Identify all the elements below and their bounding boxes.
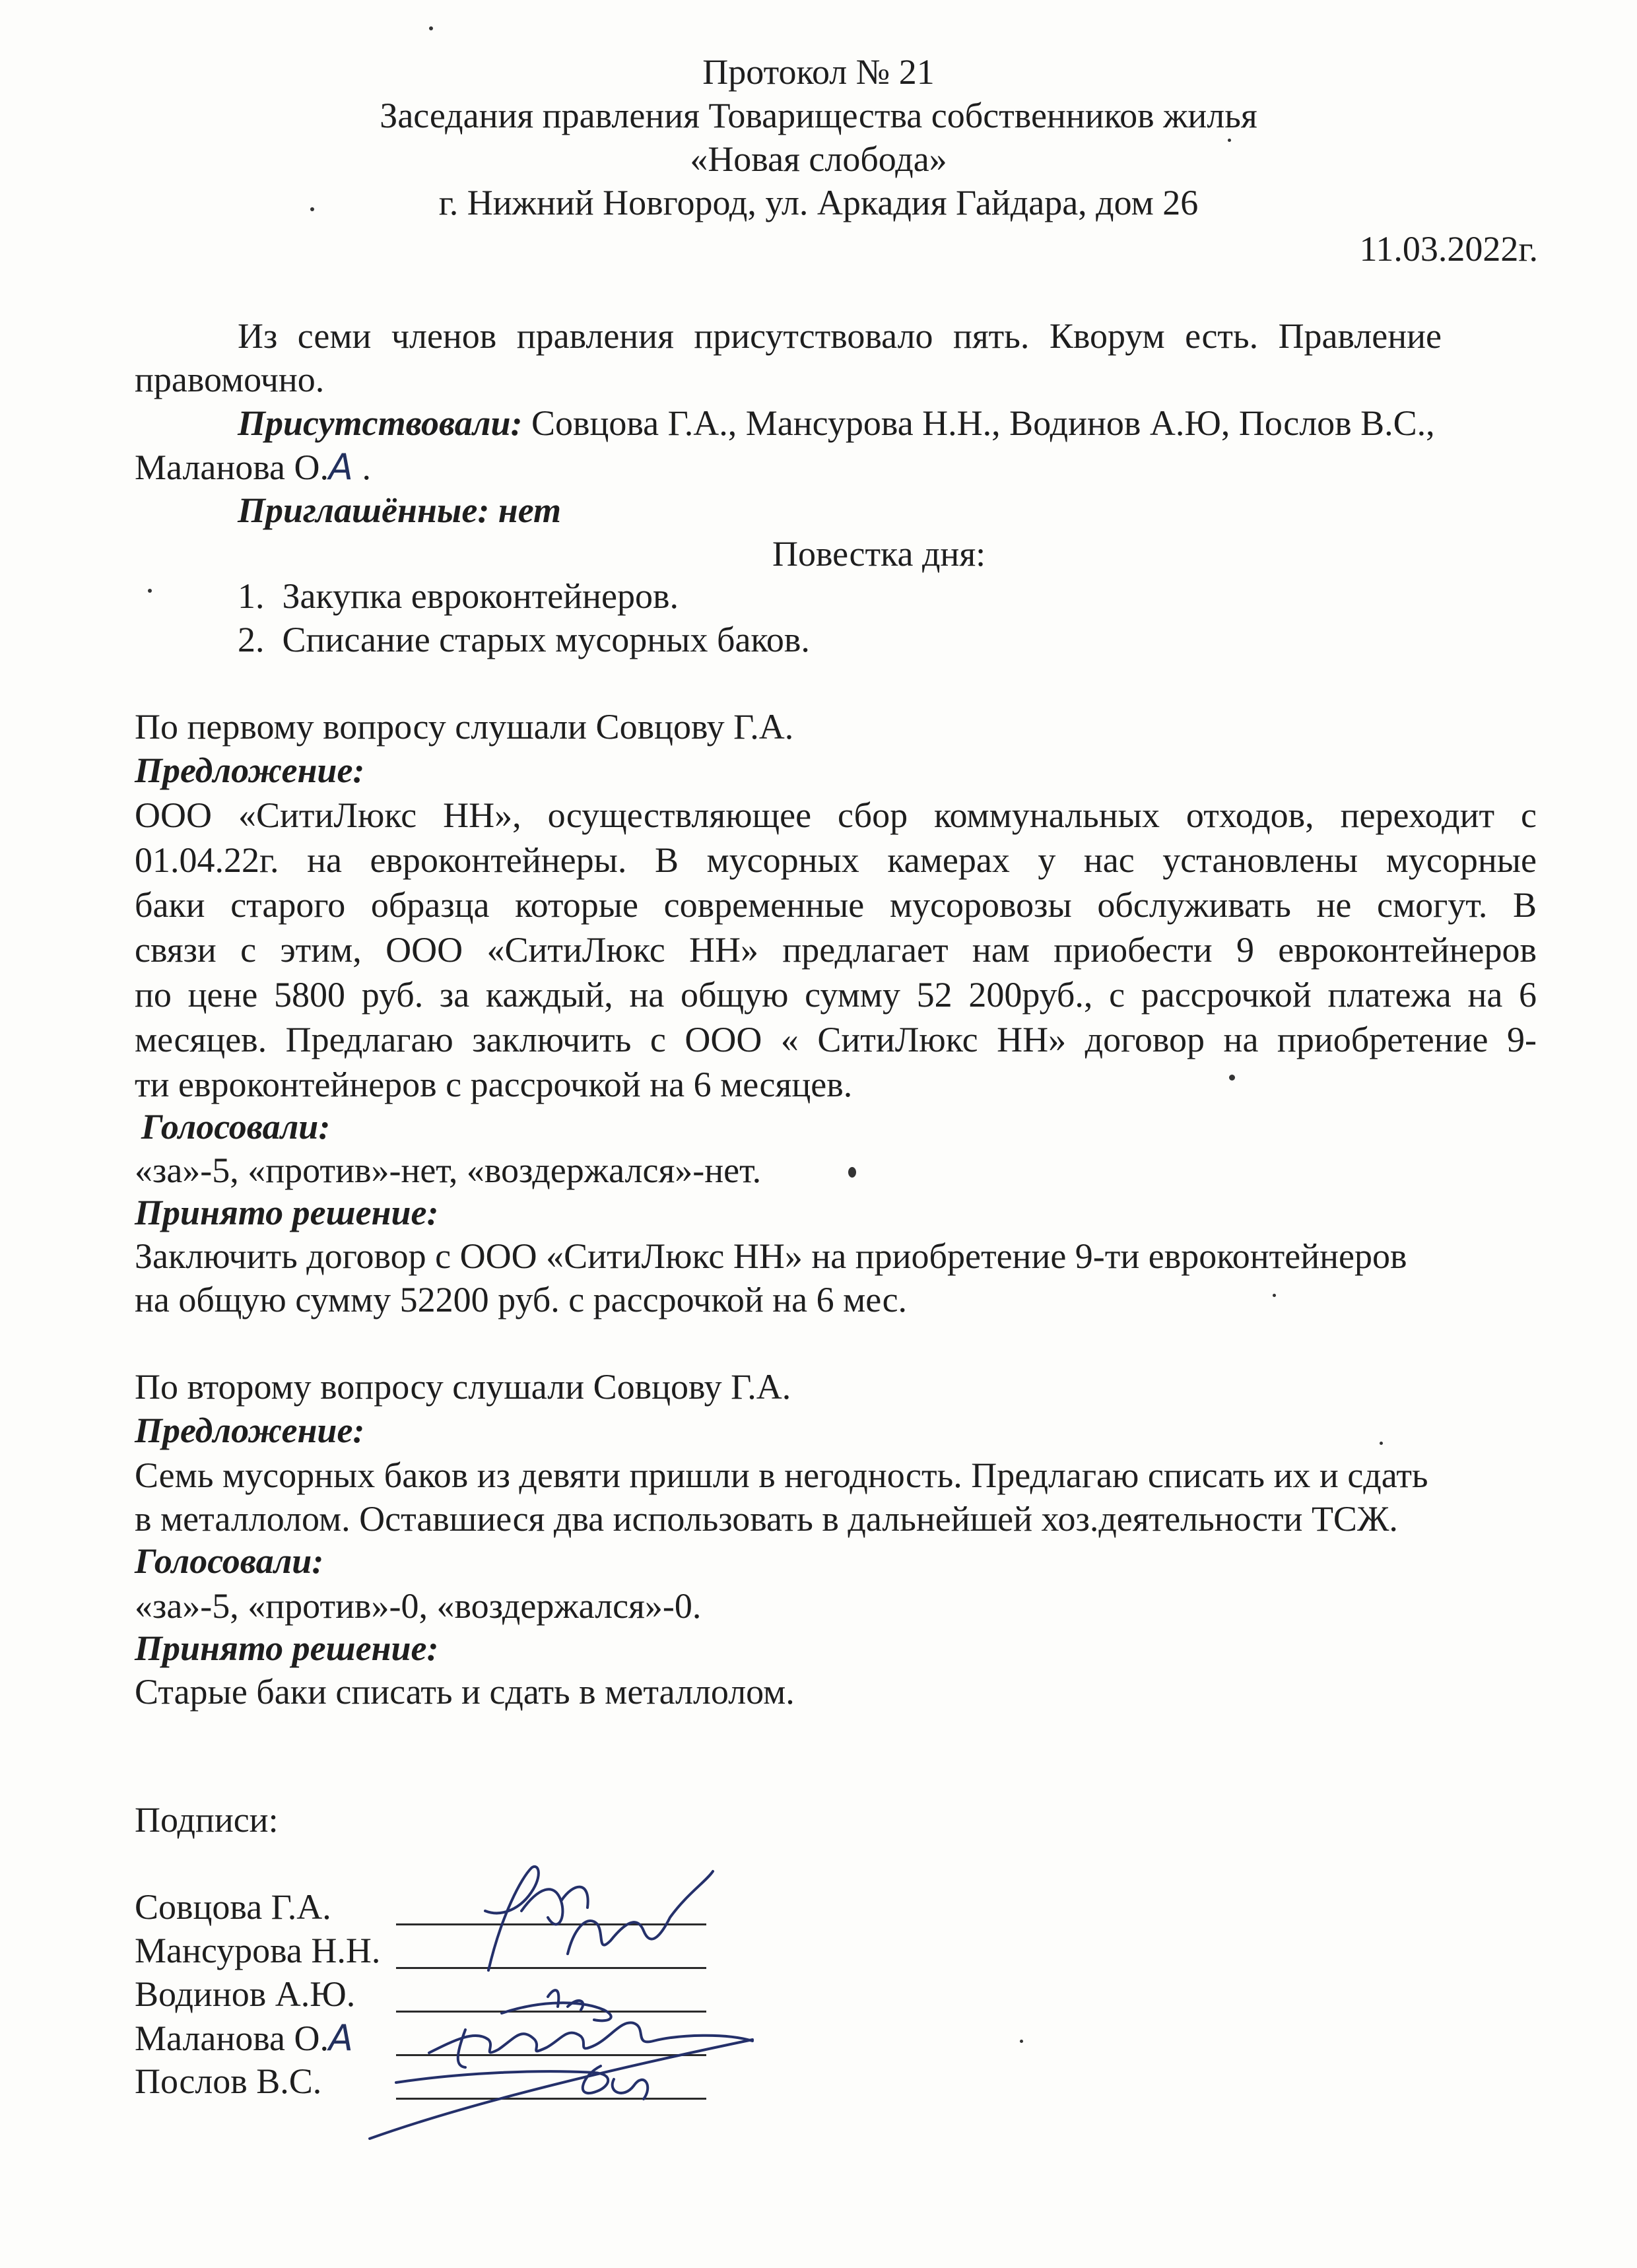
- q1-proposal-line-3: баки старого образца которые современные мусоровозы обслуживать не смогут. В: [135, 885, 1537, 925]
- q1-decision-label: Принято решение:: [135, 1193, 439, 1232]
- scan-speck: [1273, 1294, 1276, 1297]
- scan-speck: [1228, 139, 1231, 142]
- q2-proposal-label: Предложение:: [135, 1411, 365, 1450]
- q2-vote: «за»-5, «против»-0, «воздержался»-0.: [135, 1586, 702, 1626]
- q1-proposal-line-7: ти евроконтейнеров с рассрочкой на 6 месяцев.: [135, 1065, 853, 1104]
- signatures-title: Подписи:: [135, 1800, 279, 1840]
- signer-name-1: Совцова Г.А.: [135, 1887, 331, 1927]
- signature-mansurova: [568, 1871, 713, 1954]
- handwritten-initial: А: [329, 446, 353, 488]
- scan-speck: [1229, 1075, 1235, 1081]
- signer-name-5: Послов В.С.: [135, 2061, 322, 2101]
- q1-heard: По первому вопросу слушали Совцову Г.А.: [135, 707, 794, 747]
- organization-name: «Новая слобода»: [690, 139, 947, 179]
- quorum-line-1: Из семи членов правления присутствовало пять. Кворум есть. Правление: [238, 316, 1442, 356]
- signature-sovtsova: [485, 1867, 588, 1970]
- q1-proposal-line-5: по цене 5800 руб. за каждый, на общую сумму 52 200руб., с рассрочкой платежа на 6: [135, 975, 1537, 1015]
- present-label: Присутствовали:: [238, 403, 523, 443]
- q1-proposal-label: Предложение:: [135, 750, 365, 790]
- q2-decision-label: Принято решение:: [135, 1628, 439, 1668]
- q1-vote: «за»-5, «против»-нет, «воздержался»-нет.: [135, 1151, 762, 1190]
- protocol-date: 11.03.2022г.: [1359, 229, 1538, 269]
- meeting-title: Заседания правления Товарищества собственников жилья: [380, 96, 1257, 135]
- invited-line: Приглашённые: нет: [238, 490, 562, 530]
- agenda-item-2: 2. Списание старых мусорных баков.: [238, 620, 810, 659]
- handwritten-initial: А: [329, 2017, 353, 2059]
- q1-proposal-line-4: связи с этим, ООО «СитиЛюкс НН» предлагает нам приобести 9 евроконтейнеров: [135, 930, 1537, 970]
- scan-speck: [848, 1167, 856, 1178]
- q1-proposal-line-2: 01.04.22г. на евроконтейнеры. В мусорных камерах у нас установлены мусорные: [135, 840, 1537, 880]
- signature-malanova: [429, 2022, 752, 2067]
- present-names: Совцова Г.А., Мансурова Н.Н., Водинов А.Ю, Послов В.С.,: [531, 403, 1435, 443]
- q1-vote-label: Голосовали:: [141, 1107, 331, 1147]
- q2-heard: По второму вопросу слушали Совцову Г.А.: [135, 1367, 791, 1407]
- q1-decision-line-2: на общую сумму 52200 руб. с рассрочкой на 6 мес.: [135, 1280, 908, 1319]
- address: г. Нижний Новгород, ул. Аркадия Гайдара, дом 26: [438, 183, 1199, 222]
- q1-proposal-line-6: месяцев. Предлагаю заключить с ООО « СитиЛюкс НН» договор на приобретение 9-: [135, 1020, 1537, 1059]
- q1-proposal-line-1: ООО «СитиЛюкс НН», осуществляющее сбор коммунальных отходов, переходит с: [135, 795, 1537, 835]
- scan-speck: [148, 589, 152, 593]
- q2-decision: Старые баки списать и сдать в металлолом.: [135, 1672, 795, 1712]
- scan-speck: [1380, 1442, 1383, 1445]
- q2-proposal-line-1: Семь мусорных баков из девяти пришли в негодность. Предлагаю списать их и сдать: [135, 1455, 1428, 1495]
- q1-decision-line-1: Заключить договор с ООО «СитиЛюкс НН» на приобретение 9-ти евроконтейнеров: [135, 1236, 1407, 1276]
- present-line-2: Маланова О.А .: [135, 446, 371, 488]
- scan-speck: [310, 207, 314, 211]
- signature-vodinov: [502, 1990, 611, 2020]
- q2-proposal-line-2: в металлолом. Оставшиеся два использовать в дальнейшей хоз.деятельности ТСЖ.: [135, 1499, 1398, 1539]
- signer-name-2: Мансурова Н.Н.: [135, 1931, 381, 1970]
- protocol-title: Протокол № 21: [702, 52, 935, 92]
- scan-speck: [1020, 2040, 1023, 2043]
- present-names-2: Маланова О.: [135, 448, 329, 487]
- signer-name-3: Водинов А.Ю.: [135, 1974, 356, 2014]
- quorum-line-2: правомочно.: [135, 360, 325, 399]
- agenda-title: Повестка дня:: [772, 534, 986, 574]
- signature-poslov: [370, 2040, 752, 2139]
- signer-name-4: Маланова О.А: [135, 2017, 353, 2059]
- agenda-item-1: 1. Закупка евроконтейнеров.: [238, 576, 679, 616]
- q2-vote-label: Голосовали:: [135, 1541, 324, 1581]
- scan-speck: [429, 26, 433, 30]
